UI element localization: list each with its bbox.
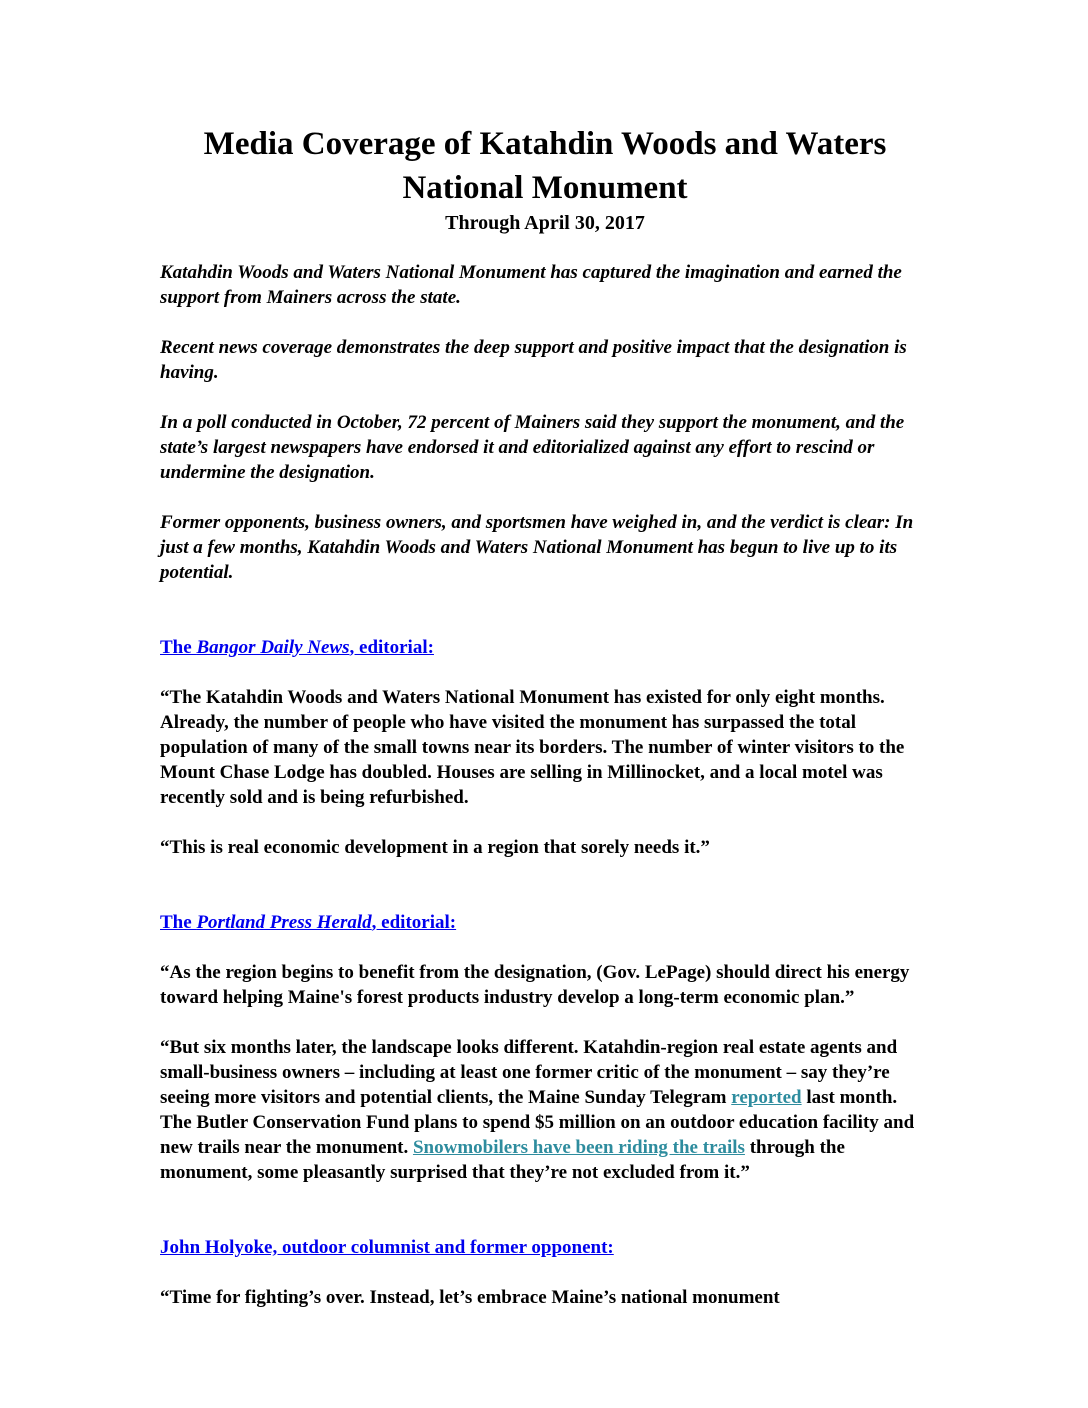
quote-text: “But six months later, the landscape looks different. Katahdin-region real estate agents and small-business owners – including at least one former critic of the monument – say they’re seeing more visitors and potential clients, the Maine Sunday Telegram xyxy=(160,1037,898,1108)
document-date-line: Through April 30, 2017 xyxy=(445,212,645,234)
heading-link-suffix: , editorial: xyxy=(349,637,434,658)
reported-link[interactable]: reported xyxy=(731,1087,802,1108)
section-heading xyxy=(160,635,930,660)
section-john-holyoke xyxy=(160,1235,930,1310)
section-bangor-daily-news xyxy=(160,635,930,860)
intro-paragraph-4: Former opponents, business owners, and sportsmen have weighed in, and the verdict is clear: In just a few months, Katahdin Woods and Waters National Monument has begun to live up to its potential. xyxy=(160,512,914,583)
intro-paragraph-1: Katahdin Woods and Waters National Monument has captured the imagination and earned the support from Mainers across the state. xyxy=(160,262,902,308)
quote-paragraph: “The Katahdin Woods and Waters National Monument has existed for only eight months. Already, the number of people who have visited the monument has surpassed the total population of many of the small towns near its borders. The number of winter visitors to the Mount Chase Lodge has doubled. Houses are selling in Millinocket, and a local motel was recently sold and is being refurbished. xyxy=(160,687,905,808)
section-heading xyxy=(160,1235,930,1260)
quote-text: last month. The Butler Conservation Fund plans to spend $5 million on an outdoor education facility and new trails near the monument. xyxy=(160,1087,915,1158)
heading-link-prefix: The xyxy=(160,637,197,658)
section-portland-press-herald xyxy=(160,910,930,1185)
heading-link-source-name: Portland Press Herald xyxy=(196,912,372,933)
document-title xyxy=(160,122,930,210)
title-line-1: Media Coverage of Katahdin Woods and Waters xyxy=(203,126,887,162)
title-line-2: National Monument xyxy=(402,170,688,206)
john-holyoke-column-link[interactable]: John Holyoke, outdoor columnist and former opponent: xyxy=(160,1237,614,1258)
section-heading xyxy=(160,910,930,935)
intro-paragraph-3: In a poll conducted in October, 72 percent of Mainers said they support the monument, and the state’s largest newspapers have endorsed it and editorialized against any effort to rescind or undermine the designation. xyxy=(160,412,905,483)
quote-paragraph: “Time for fighting’s over. Instead, let’s embrace Maine’s national monument xyxy=(160,1287,780,1308)
quote-paragraph: “As the region begins to benefit from the designation, (Gov. LePage) should direct his energy toward helping Maine's forest products industry develop a long-term economic plan.” xyxy=(160,962,910,1008)
bangor-daily-news-editorial-link[interactable] xyxy=(160,637,434,658)
quote-text: through the monument, some pleasantly surprised that they’re not excluded from it.” xyxy=(160,1137,845,1183)
quote-paragraph: “This is real economic development in a region that sorely needs it.” xyxy=(160,837,710,858)
intro-block xyxy=(160,260,930,585)
intro-paragraph-2: Recent news coverage demonstrates the deep support and positive impact that the designation is having. xyxy=(160,337,907,383)
heading-link-source-name: Bangor Daily News xyxy=(196,637,350,658)
heading-link-suffix: , editorial: xyxy=(371,912,457,933)
snowmobilers-trails-link[interactable]: Snowmobilers have been riding the trails xyxy=(412,1137,745,1158)
quote-paragraph-with-links xyxy=(160,1035,930,1185)
portland-press-herald-editorial-link[interactable] xyxy=(160,912,456,933)
heading-link-prefix: The xyxy=(160,912,197,933)
